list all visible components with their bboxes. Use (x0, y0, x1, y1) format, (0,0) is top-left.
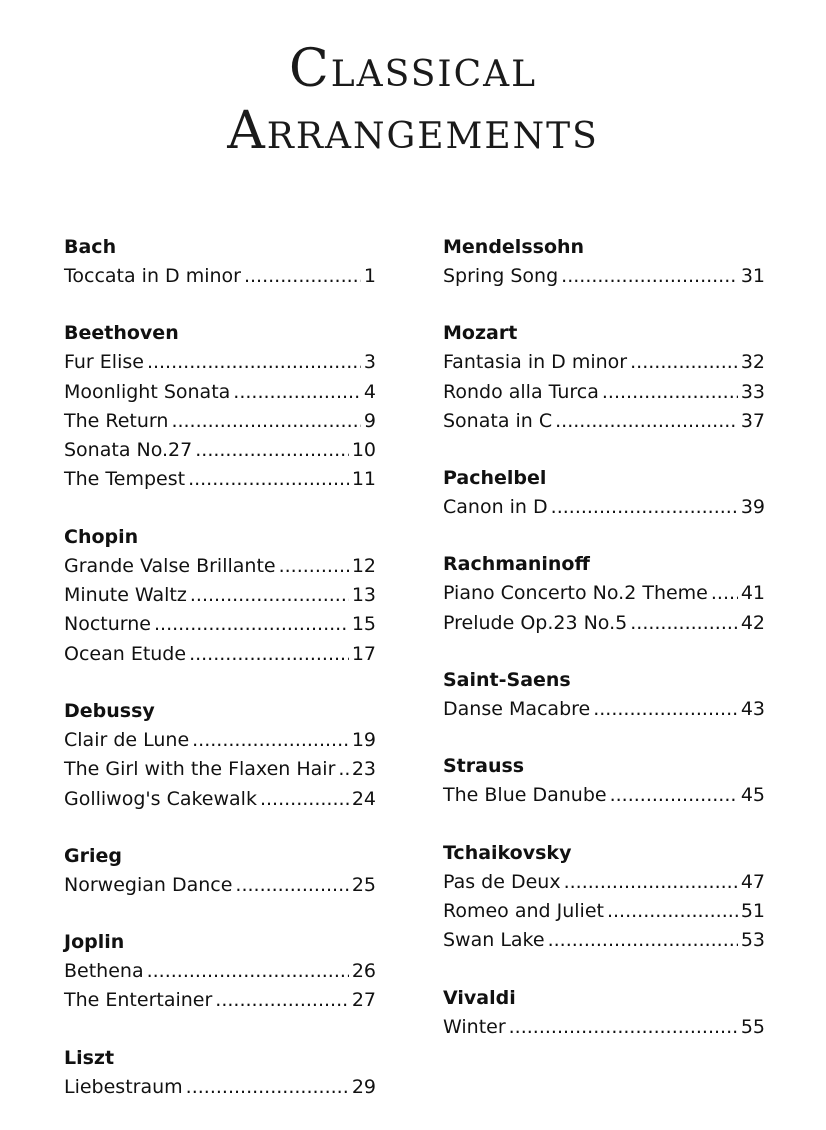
piece-title: The Tempest (64, 468, 186, 491)
page-number: 45 (740, 784, 765, 807)
dot-leader (711, 579, 738, 608)
page-number: 17 (351, 642, 376, 665)
piece-title: Clair de Lune (64, 728, 190, 751)
toc-entry[interactable] (64, 986, 376, 1015)
toc-entry[interactable] (443, 868, 765, 897)
composer-name: Vivaldi (443, 986, 516, 1009)
page-number: 9 (363, 409, 376, 432)
piece-title: The Blue Danube (443, 784, 607, 807)
toc-entry[interactable] (64, 436, 376, 465)
dot-leader (602, 378, 738, 407)
dot-leader (564, 868, 738, 897)
page-number: 19 (351, 728, 376, 751)
composer-group (64, 1044, 376, 1102)
toc-entry[interactable] (443, 897, 765, 926)
page-number: 1 (363, 265, 376, 287)
composer-group (443, 984, 765, 1042)
composer-group (443, 319, 765, 436)
page-number: 32 (740, 351, 765, 374)
toc-entry[interactable] (64, 610, 376, 639)
toc-entry[interactable] (64, 640, 376, 669)
page-number: 29 (351, 1075, 376, 1098)
toc-entry[interactable] (443, 348, 765, 377)
piece-title: Piano Concerto No.2 Theme (443, 582, 708, 605)
piece-title: The Entertainer (64, 989, 213, 1012)
piece-title: Fur Elise (64, 351, 144, 374)
title-line-1: Classical (288, 39, 538, 99)
piece-title: Nocturne (64, 613, 151, 636)
piece-title: Moonlight Sonata (64, 380, 231, 403)
toc-entry[interactable] (443, 609, 765, 638)
composer-group (64, 697, 376, 814)
dot-leader (188, 465, 349, 494)
toc-entry[interactable] (64, 262, 376, 291)
page-number: 43 (740, 698, 765, 721)
piece-title: Winter (443, 1015, 506, 1038)
page-number: 33 (740, 380, 765, 403)
piece-title: Fantasia in D minor (443, 351, 628, 374)
piece-title: Golliwog's Cakewalk (64, 787, 257, 810)
dot-leader (551, 493, 738, 522)
composer-name: Liszt (64, 1046, 115, 1069)
toc-entry[interactable] (64, 726, 376, 755)
dot-leader (147, 348, 361, 377)
dot-leader (555, 407, 738, 436)
piece-title: Grande Valse Brillante (64, 554, 276, 577)
composer-group (443, 550, 765, 638)
piece-title: Minute Waltz (64, 584, 187, 607)
dot-leader (195, 436, 349, 465)
dot-leader (338, 755, 348, 784)
dot-leader (610, 781, 738, 810)
composer-group (443, 752, 765, 810)
piece-title: Sonata in C (443, 409, 553, 432)
composer-name: Joplin (64, 931, 125, 954)
composer-name: Pachelbel (443, 467, 547, 490)
toc-entry[interactable] (64, 871, 376, 900)
dot-leader (215, 986, 349, 1015)
composer-name: Beethoven (64, 322, 179, 345)
toc-entry[interactable] (64, 552, 376, 581)
page-number: 41 (740, 582, 765, 605)
dot-leader (593, 695, 738, 724)
piece-title: Liebestraum (64, 1075, 183, 1098)
dot-leader (279, 552, 349, 581)
piece-title: Rondo alla Turca (443, 380, 599, 403)
piece-title: Romeo and Juliet (443, 899, 604, 922)
page-number: 42 (740, 611, 765, 634)
composer-group (443, 464, 765, 522)
composer-name: Debussy (64, 699, 155, 722)
page-number: 51 (740, 899, 765, 922)
toc-entry[interactable] (443, 781, 765, 810)
composer-name: Mozart (443, 322, 518, 345)
piece-title: Bethena (64, 960, 144, 983)
toc-entry[interactable] (64, 957, 376, 986)
page-number: 11 (351, 468, 376, 491)
page-number: 13 (351, 584, 376, 607)
piece-title: Pas de Deux (443, 870, 561, 893)
toc-entry[interactable] (64, 407, 376, 436)
dot-leader (186, 1073, 349, 1102)
composer-group (443, 666, 765, 724)
page-number: 12 (351, 554, 376, 577)
composer-group (64, 233, 376, 291)
toc-entry[interactable] (64, 755, 376, 784)
piece-title: Danse Macabre (443, 698, 591, 721)
dot-leader (233, 378, 361, 407)
page-number: 37 (740, 409, 765, 432)
piece-title: Norwegian Dance (64, 873, 233, 896)
toc-entry[interactable] (64, 348, 376, 377)
page-number: 3 (363, 351, 376, 374)
dot-leader (171, 407, 360, 436)
toc-entry[interactable] (64, 581, 376, 610)
dot-leader (147, 957, 349, 986)
dot-leader (607, 897, 738, 926)
page-number: 55 (740, 1015, 765, 1038)
dot-leader (244, 262, 361, 291)
toc-entry[interactable] (64, 1073, 376, 1102)
composer-group (64, 319, 376, 494)
composer-group (443, 233, 765, 291)
toc-entry[interactable] (443, 695, 765, 724)
toc-entry[interactable] (64, 378, 376, 407)
page-number: 10 (351, 439, 376, 462)
dot-leader (190, 581, 349, 610)
piece-title: Ocean Etude (64, 642, 187, 665)
toc-entry[interactable] (443, 262, 765, 291)
page-number: 39 (740, 496, 765, 519)
toc-entry[interactable] (443, 407, 765, 436)
piece-title: Sonata No.27 (64, 439, 193, 462)
composer-name: Bach (64, 236, 117, 258)
page-title (0, 38, 826, 162)
composer-name: Strauss (443, 755, 525, 778)
piece-title: Canon in D (443, 496, 548, 519)
dot-leader (630, 609, 738, 638)
page-number: 23 (351, 758, 376, 781)
composer-name: Rachmaninoff (443, 553, 590, 576)
composer-group (64, 523, 376, 669)
page-number: 4 (363, 380, 376, 403)
toc-entry[interactable] (443, 1013, 765, 1042)
title-line-2: Arrangements (227, 101, 599, 161)
page-number: 15 (351, 613, 376, 636)
composer-name: Mendelssohn (443, 236, 585, 258)
composer-group (64, 928, 376, 1016)
dot-leader (548, 926, 738, 955)
dot-leader (561, 262, 738, 291)
composer-name: Saint-Saens (443, 669, 571, 692)
dot-leader (235, 871, 348, 900)
toc-right-column (443, 233, 765, 1070)
piece-title: Swan Lake (443, 929, 545, 952)
page-number: 24 (351, 787, 376, 810)
piece-title: The Return (64, 409, 169, 432)
composer-group (64, 842, 376, 900)
page-number: 53 (740, 929, 765, 952)
dot-leader (630, 348, 738, 377)
page-number: 26 (351, 960, 376, 983)
dot-leader (192, 726, 349, 755)
toc-entry[interactable] (443, 926, 765, 955)
toc-left-column (64, 233, 376, 1130)
dot-leader (509, 1013, 738, 1042)
dot-leader (260, 785, 349, 814)
composer-name: Grieg (64, 844, 122, 867)
toc-entry[interactable] (64, 785, 376, 814)
composer-name: Chopin (64, 525, 139, 548)
dot-leader (154, 610, 349, 639)
composer-name: Tchaikovsky (443, 841, 572, 864)
page-number: 31 (740, 265, 765, 287)
page-number: 47 (740, 870, 765, 893)
page-number: 25 (351, 873, 376, 896)
piece-title: Spring Song (443, 265, 559, 287)
dot-leader (189, 640, 349, 669)
toc-entry[interactable] (443, 579, 765, 608)
toc-entry[interactable] (443, 378, 765, 407)
toc-entry[interactable] (64, 465, 376, 494)
composer-group (443, 839, 765, 956)
page-number: 27 (351, 989, 376, 1012)
piece-title: The Girl with the Flaxen Hair (64, 758, 336, 781)
toc-entry[interactable] (443, 493, 765, 522)
piece-title: Toccata in D minor (64, 265, 241, 287)
piece-title: Prelude Op.23 No.5 (443, 611, 628, 634)
